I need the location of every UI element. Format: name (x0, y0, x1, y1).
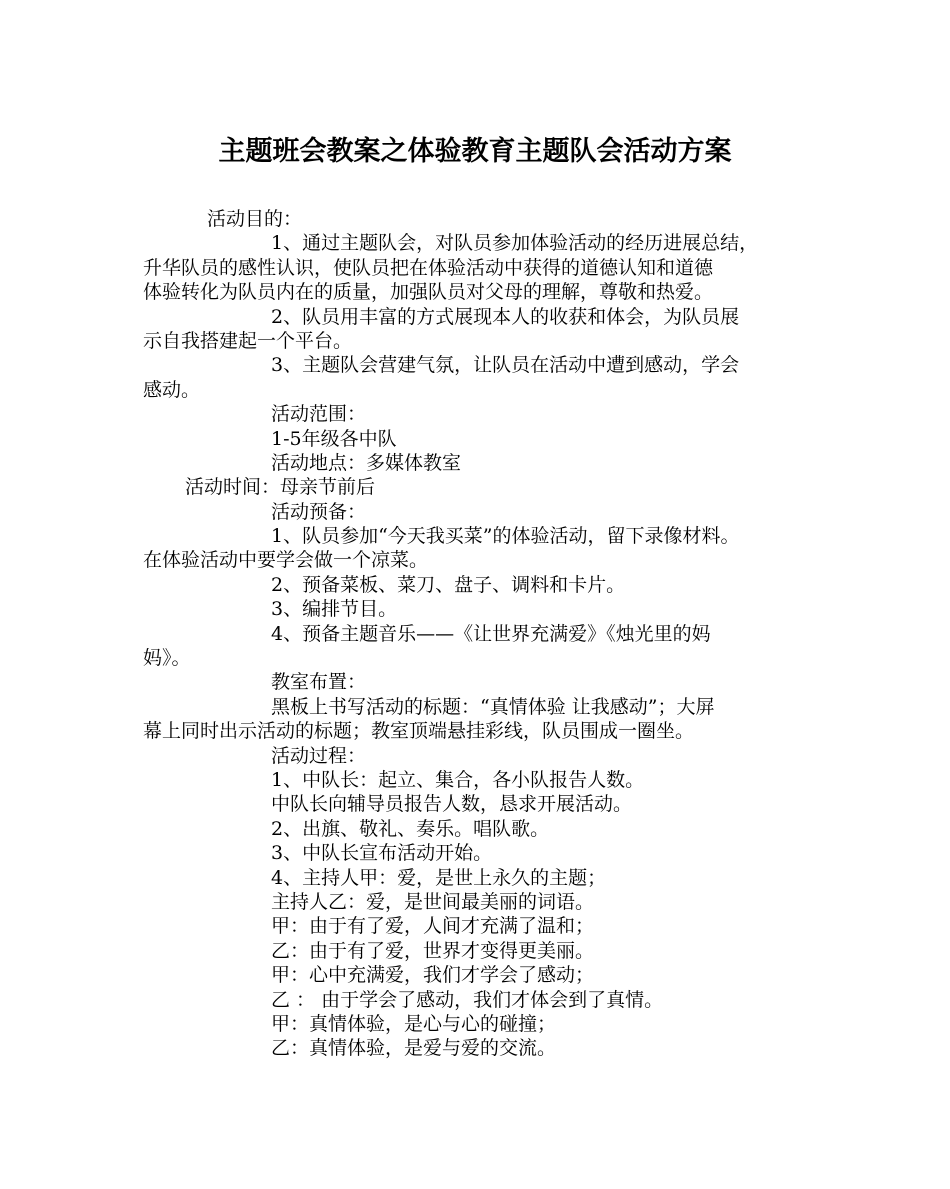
body-line: 甲：心中充满爱，我们才学会了感动； (271, 964, 595, 987)
body-line: 2、出旗、敬礼、奏乐。唱队歌。 (271, 817, 550, 840)
body-line: 体验转化为队员内在的质量，加强队员对父母的理解，尊敬和热爱。 (143, 281, 714, 304)
body-line: 教室布置： (271, 671, 367, 694)
body-line: 幕上同时出示活动的标题；教室顶端悬挂彩线，队员围成一圈坐。 (143, 720, 695, 743)
body-line: 黑板上书写活动的标题：“真情体验 让我感动”；大屏 (271, 695, 715, 718)
body-line: 1、中队长：起立、集合，各小队报告人数。 (271, 768, 645, 791)
body-line: 活动目的： (207, 208, 303, 230)
body-line: 感动。 (143, 378, 201, 401)
body-line: 4、预备主题音乐——《让世界充满爱》《烛光里的妈 (271, 622, 711, 645)
body-line: 1、队员参加“今天我买菜”的体验活动，留下录像材料。 (271, 525, 740, 548)
body-line: 活动过程： (271, 744, 367, 767)
body-line: 活动范围： (271, 403, 367, 426)
document-title: 主题班会教案之体验教育主题队会活动方案 (218, 136, 732, 167)
body-line: 活动预备： (271, 500, 367, 523)
body-line: 1、通过主题队会，对队员参加体验活动的经历进展总结， (271, 232, 759, 255)
body-line: 活动地点：多媒体教室 (271, 451, 462, 474)
body-line: 升华队员的感性认识，使队员把在体验活动中获得的道德认知和道德 (143, 256, 714, 279)
body-line: 甲：真情体验，是心与心的碰撞； (271, 1012, 557, 1035)
body-line: 乙 ： 由于学会了感动，我们才体会到了真情。 (271, 988, 664, 1011)
body-line: 3、中队长宣布活动开始。 (271, 842, 493, 865)
body-line: 示自我搭建起一个平台。 (143, 329, 353, 352)
body-line: 甲：由于有了爱，人间才充满了温和； (271, 915, 595, 938)
body-line: 在体验活动中要学会做一个凉菜。 (143, 549, 429, 572)
body-line: 3、编排节目。 (271, 598, 398, 621)
body-line: 4、主持人甲：爱，是世上永久的主题； (271, 866, 607, 889)
body-line: 乙：由于有了爱，世界才变得更美丽。 (271, 939, 595, 962)
body-line: 2、预备菜板、菜刀、盘子、调料和卡片。 (271, 573, 626, 596)
body-line: 2、队员用丰富的方式展现本人的收获和体会，为队员展 (271, 305, 740, 328)
body-line: 主持人乙：爱，是世间最美丽的词语。 (271, 890, 595, 913)
body-line: 1-5年级各中队 (271, 427, 397, 450)
body-line: 活动时间：母亲节前后 (185, 476, 376, 499)
body-line: 3、主题队会营建气氛，让队员在活动中遭到感动，学会 (271, 354, 740, 377)
body-line: 乙：真情体验，是爱与爱的交流。 (271, 1037, 557, 1060)
body-line: 中队长向辅导员报告人数，恳求开展活动。 (271, 793, 633, 816)
document-body (143, 207, 823, 1061)
body-line: 妈》。 (143, 647, 191, 670)
